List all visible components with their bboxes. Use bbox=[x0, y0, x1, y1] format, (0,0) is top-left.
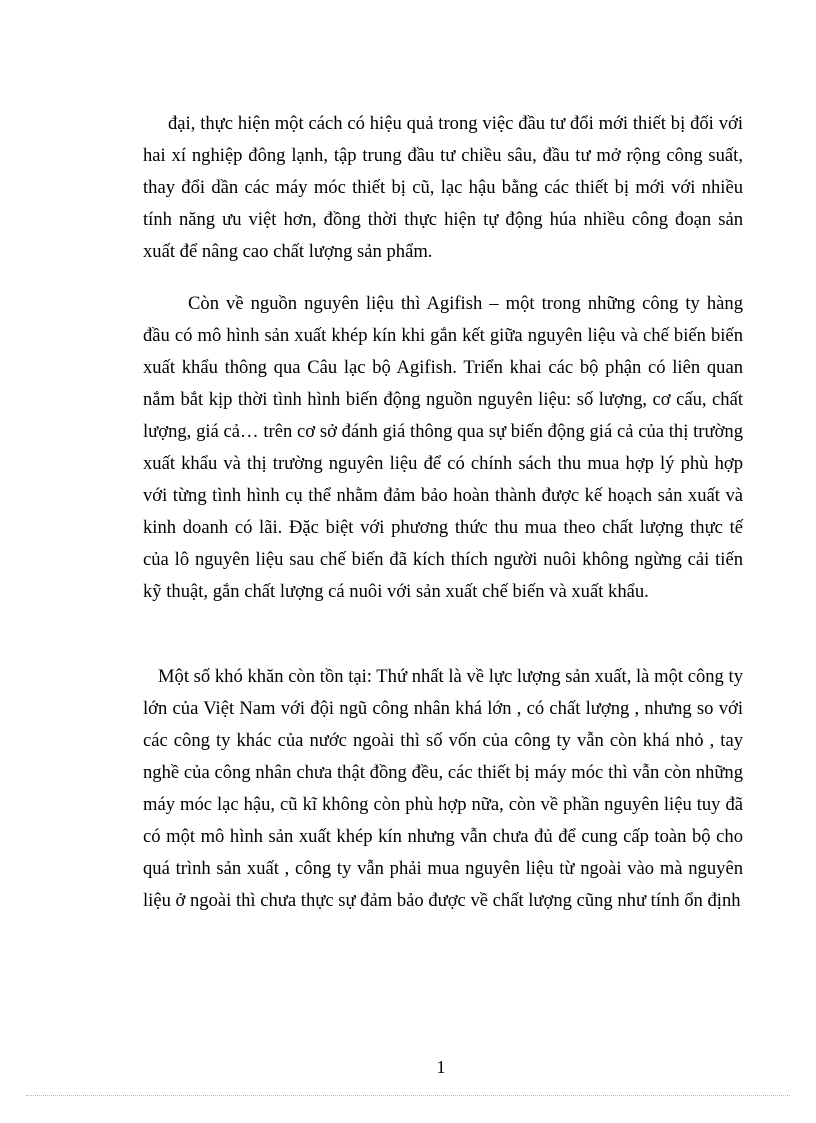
footer-divider bbox=[26, 1095, 790, 1096]
paragraph-raw-materials: Còn về nguồn nguyên liệu thì Agifish – một trong những công ty hàng đầu có mô hình sản xuất khép kín khi gắn kết giữa nguyên liệu và chế biến biến xuất khẩu thông qua Câu lạc bộ Agifish. Triển khai các bộ phận có liên quan nắm bắt kịp thời tình hình biến động nguồn nguyên liệu: số lượng, cơ cấu, chất lượng, giá cả… trên cơ sở đánh giá thông qua sự biến động giá cả của thị trường xuất khẩu và thị trường nguyên liệu để có chính sách thu mua hợp lý phù hợp với từng tình hình cụ thể nhằm đảm bảo hoàn thành được kế hoạch sản xuất và kinh doanh có lãi. Đặc biệt với phương thức thu mua theo chất lượng thực tế của lô nguyên liệu sau chế biến đã kích thích người nuôi không ngừng cải tiến kỹ thuật, gắn chất lượng cá nuôi với sản xuất chế biến và xuất khẩu. bbox=[143, 293, 743, 602]
paragraph-difficulties: Một số khó khăn còn tồn tại: Thứ nhất là về lực lượng sản xuất, là một công ty lớn của Việt Nam với đội ngũ công nhân khá lớn , có chất lượng , nhưng so với các công ty khác của nước ngoài thì số vốn của công ty vẫn còn khá nhỏ , tay nghề của công nhân chưa thật đồng đều, các thiết bị máy móc thì vẫn còn những máy móc lạc hậu, cũ kĩ không còn phù hợp nữa, còn về phần nguyên liệu tuy đã có một mô hình sản xuất khép kín nhưng vẫn chưa đủ để cung cấp toàn bộ cho quá trình sản xuất , công ty vẫn phải mua nguyên liệu từ ngoài vào mà nguyên liệu ở ngoài thì chưa thực sự đảm bảo được về chất lượng cũng như tính ổn định bbox=[143, 666, 743, 911]
paragraph-equipment-investment: đại, thực hiện một cách có hiệu quả trong việc đầu tư đổi mới thiết bị đối với hai xí nghiệp đông lạnh, tập trung đầu tư chiều sâu, đầu tư mở rộng công suất, thay đổi dần các máy móc thiết bị cũ, lạc hậu bằng các thiết bị mới với nhiều tính năng ưu việt hơn, đồng thời thực hiện tự động húa nhiều công đoạn sản xuất để nâng cao chất lượng sản phẩm. bbox=[143, 113, 743, 262]
page-number: 1 bbox=[436, 1057, 446, 1077]
